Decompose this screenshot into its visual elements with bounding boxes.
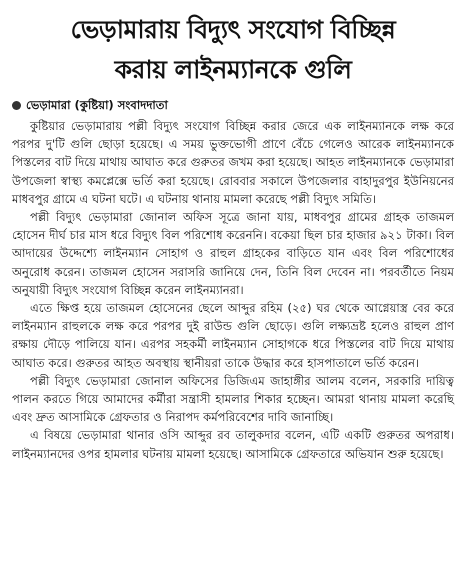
byline (12, 96, 454, 115)
headline-line-1: ভেড়ামারায় বিদ্যুৎ সংযোগ বিচ্ছিন্ন (70, 15, 396, 44)
paragraph: কুষ্টিয়ার ভেড়ামারায় পল্লী বিদ্যুৎ সংযোগ বিচ্ছিন্ন করার জেরে এক লাইনম্যানকে লক্ষ করে পরপর দু'টি গুলি ছোড়া হয়েছে। এ সময় ভুক্তভোগী প্রাণে বেঁচে গেলেও আরেক লাইনম্যানকে পিস্তলের বাট দিয়ে মাথায় আঘাত করে গুরুতর জখম করা হয়েছে। আহত লাইনম্যানকে ভেড়ামারা উপজেলা স্বাস্থ্য কমপ্লেক্সে ভর্তি করা হয়েছে। রোববার সকালে উপজেলার বাহাদুরপুর ইউনিয়নের মাধবপুর গ্রামে এ ঘটনা ঘটে। এ ঘটনায় থানায় মামলা করেছে পল্লী বিদ্যুৎ সমিতি। (12, 119, 454, 206)
paragraph: পল্লী বিদ্যুৎ ভেড়ামারা জোনাল অফিস সূত্রে জানা যায়, মাধবপুর গ্রামের গ্রাহক তাজমল হোসেন দীর্ঘ চার মাস ধরে বিদ্যুৎ বিল পরিশোধ করেননি। বকেয়া ছিল চার হাজার ৯২১ টাকা। বিল আদায়ের উদ্দেশ্যে লাইনম্যান সোহাগ ও রাহুল গ্রাহকের বাড়িতে যান এবং বিল পরিশোধের অনুরোধ করেন। তাজমল হোসেন সরাসরি জানিয়ে দেন, তিনি বিল দেবেন না। পরবর্তীতে নিয়ম অনুযায়ী বিদ্যুৎ সংযোগ বিচ্ছিন্ন করেন লাইনম্যানরা। (12, 210, 454, 297)
paragraph: পল্লী বিদ্যুৎ ভেড়ামারা জোনাল অফিসের ডিজিএম জাহাঙ্গীর আলম বলেন, সরকারি দায়িত্ব পালন করতে গিয়ে আমাদের কর্মীরা সন্ত্রাসী হামলার শিকার হচ্ছেন। আমরা থানায় মামলা করেছি এবং দ্রুত আসামিকে গ্রেফতার ও নিরাপদ কর্মপরিবেশের দাবি জানাচ্ছি। (12, 373, 454, 425)
headline-line-2: করায় লাইনম্যানকে গুলি (114, 55, 352, 84)
headline (12, 10, 454, 90)
paragraph: এ বিষয়ে ভেড়ামারা থানার ওসি আব্দুর রব তালুকদার বলেন, এটি একটি গুরুতর অপরাধ। লাইনম্যানদের ওপর হামলার ঘটনায় মামলা হয়েছে। আসামিকে গ্রেফতারে অভিযান শুরু হয়েছে। (12, 428, 454, 461)
paragraph: এতে ক্ষিপ্ত হয়ে তাজমল হোসেনের ছেলে আব্দুর রহিম (২৫) ঘর থেকে আগ্নেয়াস্ত্র বের করে লাইনম্যান রাহুলকে লক্ষ করে পরপর দুই রাউন্ড গুলি ছোড়ে। গুলি লক্ষ্যভ্রষ্ট হলেও রাহুল প্রাণ রক্ষায় দৌড়ে পালিয়ে যান। এরপর সহকর্মী লাইনম্যান সোহাগকে ধরে পিস্তলের বাট দিয়ে মাথায় আঘাত করে। গুরুতর আহত অবস্থায় স্থানীয়রা তাকে উদ্ধার করে হাসপাতালে ভর্তি করেন। (12, 301, 454, 370)
article-body (12, 117, 454, 463)
bullet-icon (12, 101, 21, 110)
byline-text: ভেড়ামারা (কুষ্টিয়া) সংবাদদাতা (26, 98, 168, 112)
